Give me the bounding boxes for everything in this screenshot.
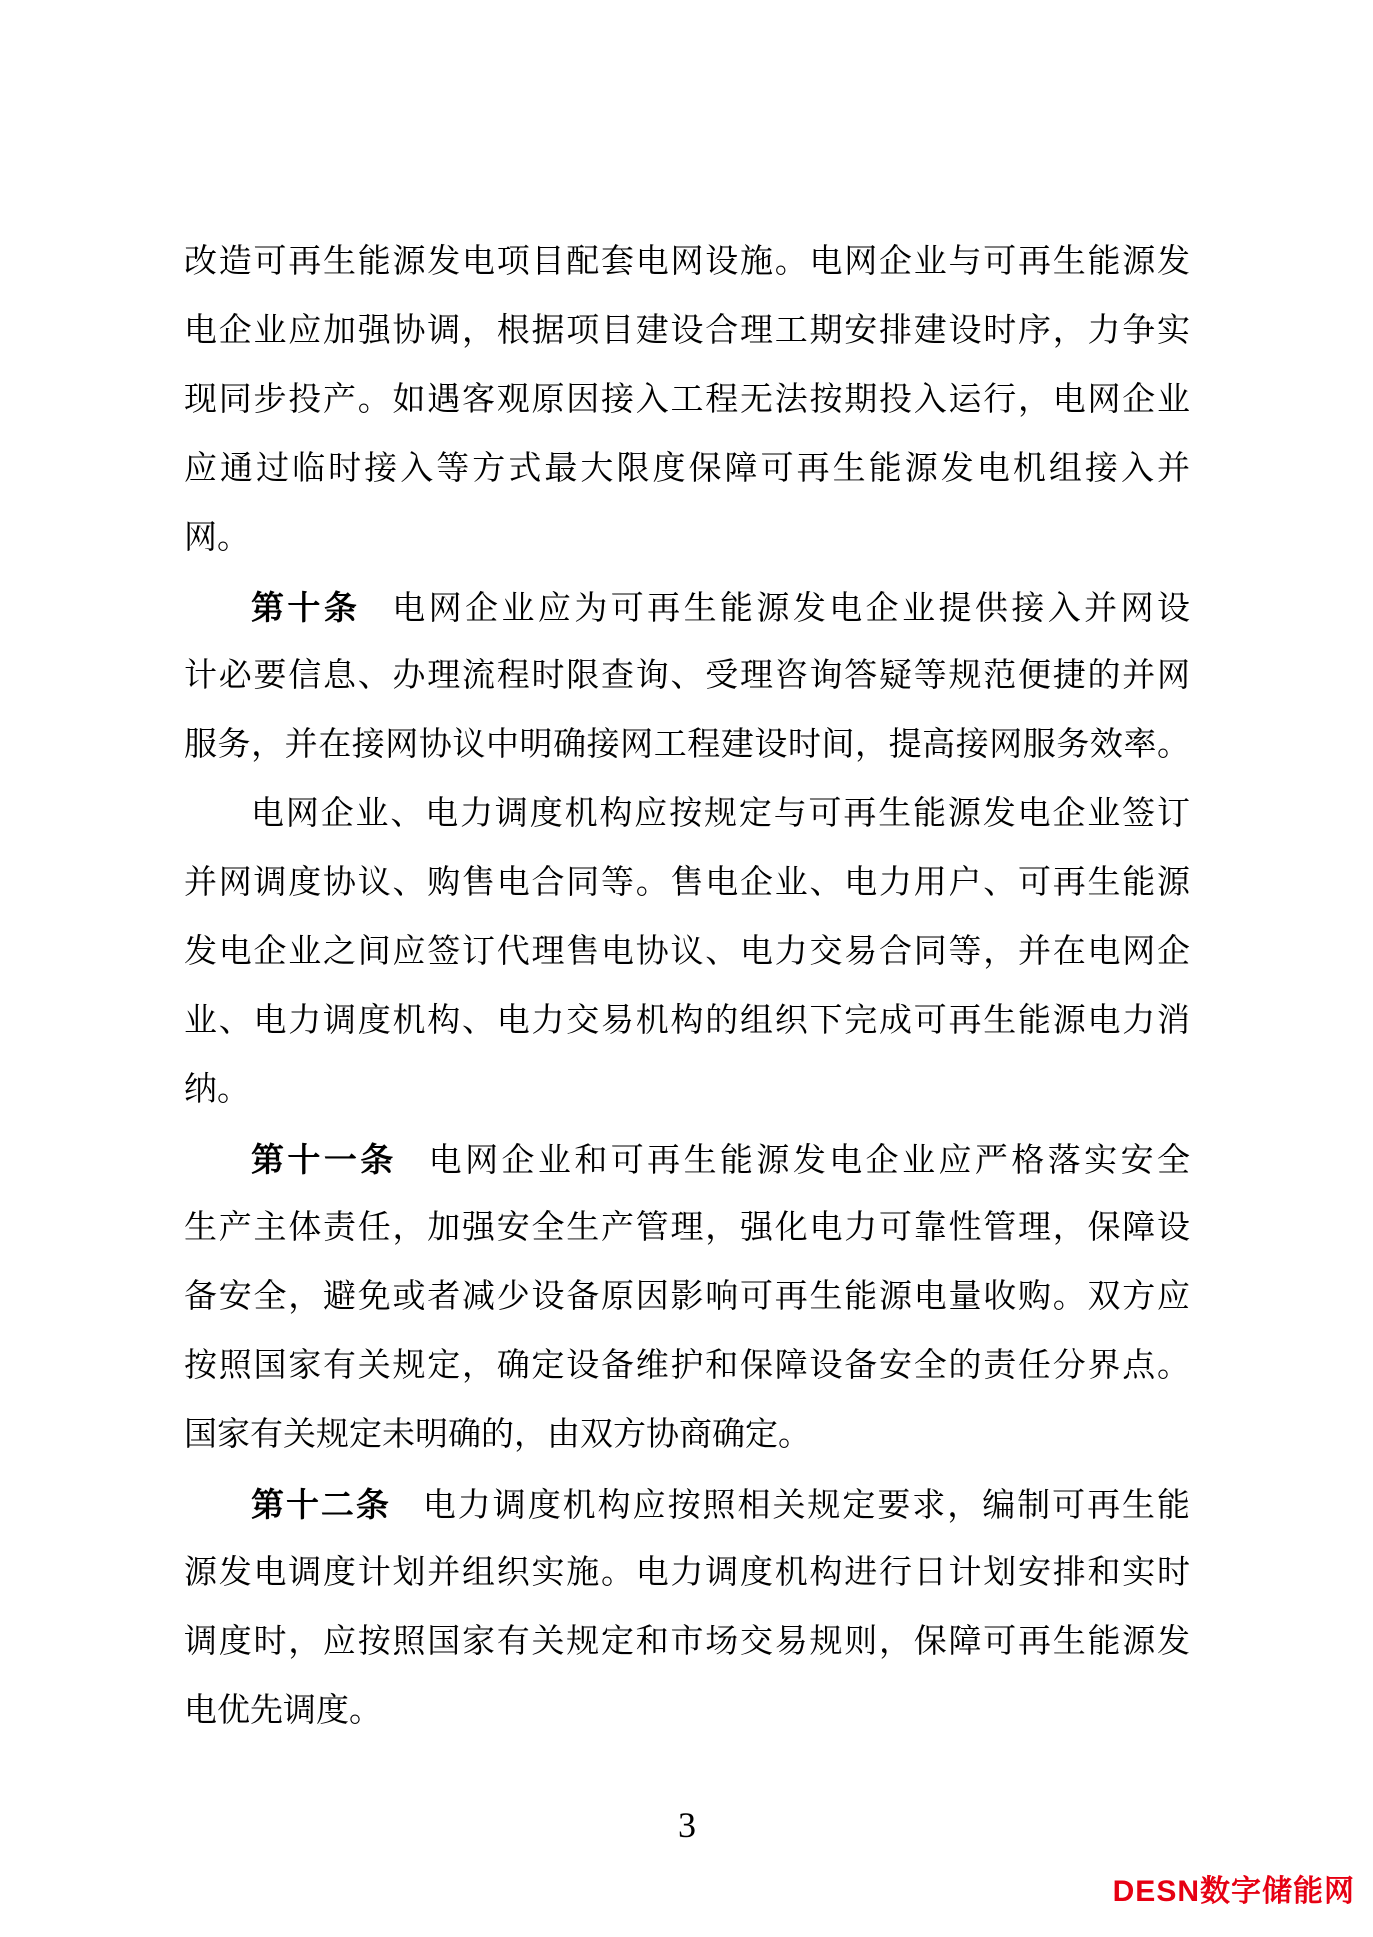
line-text: 改造可再生能源发电项目配套电网设施。电网企业与可再生能源发 [184, 244, 1190, 280]
text-line [184, 711, 1190, 780]
text-line [184, 1677, 1190, 1746]
page-number: 3 [678, 1805, 696, 1845]
text-line [184, 435, 1190, 504]
line-text: 电网企业、电力调度机构应按规定与可再生能源发电企业签订 [251, 796, 1190, 832]
text-line [184, 1332, 1190, 1401]
text-line [184, 297, 1190, 366]
line-text: 电网企业和可再生能源发电企业应严格落实安全 [428, 1143, 1191, 1179]
text-line [184, 642, 1190, 711]
line-text: 备安全，避免或者减少设备原因影响可再生能源电量收购。双方应 [184, 1279, 1190, 1315]
text-line [184, 228, 1190, 297]
line-text: 生产主体责任，加强安全生产管理，强化电力可靠性管理，保障设 [184, 1210, 1190, 1246]
line-text: 并网调度协议、购售电合同等。售电企业、电力用户、可再生能源 [184, 865, 1190, 901]
line-text: 服务，并在接网协议中明确接网工程建设时间，提高接网服务效率。 [184, 727, 1190, 763]
line-text: 现同步投产。如遇客观原因接入工程无法按期投入运行，电网企业 [184, 382, 1190, 418]
line-text: 发电企业之间应签订代理售电协议、电力交易合同等，并在电网企 [184, 934, 1190, 970]
text-line [184, 573, 1190, 642]
article-number: 第十二条 [251, 1486, 391, 1523]
site-watermark: DESN数字储能网 [1112, 1875, 1355, 1908]
line-text: 按照国家有关规定，确定设备维护和保障设备安全的责任分界点。 [184, 1348, 1190, 1384]
line-text: 调度时，应按照国家有关规定和市场交易规则，保障可再生能源发 [184, 1624, 1190, 1660]
text-line [184, 1401, 1190, 1470]
text-line [184, 918, 1190, 987]
line-text: 应通过临时接入等方式最大限度保障可再生能源发电机组接入并 [184, 451, 1190, 487]
text-line [184, 1194, 1190, 1263]
text-line [184, 849, 1190, 918]
line-text: 业、电力调度机构、电力交易机构的组织下完成可再生能源电力消 [184, 1003, 1190, 1039]
text-line [184, 1263, 1190, 1332]
text-line [184, 1125, 1190, 1194]
document-body [184, 228, 1190, 1746]
line-text: 网。 [184, 520, 250, 556]
text-line [184, 366, 1190, 435]
text-line [184, 1608, 1190, 1677]
line-text: 电网企业应为可再生能源发电企业提供接入并网设 [392, 591, 1190, 627]
text-line [184, 780, 1190, 849]
line-text: 电企业应加强协调，根据项目建设合理工期安排建设时序，力争实 [184, 313, 1190, 349]
line-text: 国家有关规定未明确的，由双方协商确定。 [184, 1417, 811, 1453]
line-text: 电力调度机构应按照相关规定要求，编制可再生能 [422, 1488, 1191, 1524]
line-text: 纳。 [184, 1072, 250, 1108]
line-text: 计必要信息、办理流程时限查询、受理咨询答疑等规范便捷的并网 [184, 658, 1190, 694]
line-text: 源发电调度计划并组织实施。电力调度机构进行日计划安排和实时 [184, 1555, 1190, 1591]
text-line [184, 1470, 1190, 1539]
text-line [184, 504, 1190, 573]
line-text: 电优先调度。 [184, 1693, 382, 1729]
text-line [184, 987, 1190, 1056]
article-number: 第十条 [251, 589, 361, 626]
article-number: 第十一条 [251, 1141, 397, 1178]
text-line [184, 1539, 1190, 1608]
text-line [184, 1056, 1190, 1125]
